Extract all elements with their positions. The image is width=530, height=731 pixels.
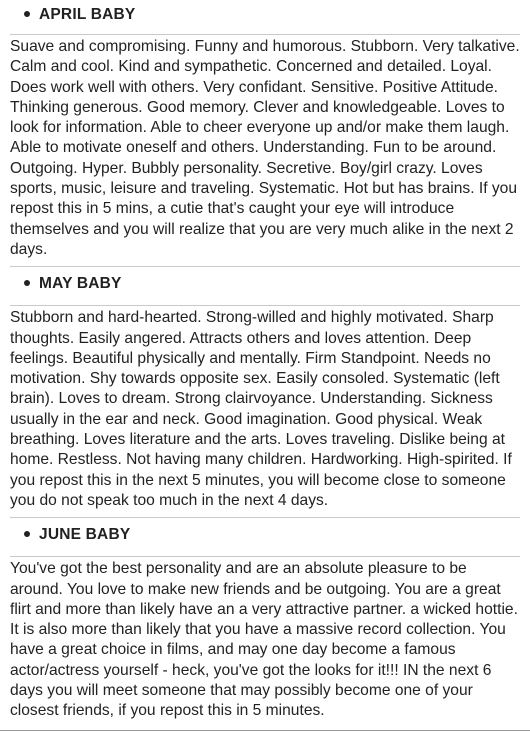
section-heading (24, 518, 520, 552)
section-body-text: Stubborn and hard-hearted. Strong-willed and highly motivated. Sharp thoughts. Easily angered. Attracts others and loves attention. Deep feelings. Beautiful physically and mentally. Firm Standpoint. Needs no motivation. Shy towards opposite sex. Easily consoled. Systematic (left brain). Loves to dream. Strong clairvoyance. Understanding. Sickness usually in the ear and neck. Good imagination. Good physical. Weak breathing. Loves literature and the arts. Loves traveling. Dislike being at home. Restless. Not having many children. Hardworking. High-spirited. If you repost this in the next 5 minutes, you will become close to someone you do not speak too much in the next 4 days. (10, 309, 512, 509)
section-body-text: Suave and compromising. Funny and humorous. Stubborn. Very talkative. Calm and cool. Kind and sympathetic. Concerned and detailed. Loyal. Does work well with others. Very confidant. Sensitive. Positive Attitude. Thinking generous. Good memory. Clever and knowledgeable. Loves to look for information. Able to cheer everyone up and/or make them laugh. Able to motivate oneself and others. Understanding. Fun to be around. Outgoing. Hyper. Bubbly personality. Secretive. Boy/girl crazy. Loves sports, music, leisure and traveling. Systematic. Hot but has brains. If you repost this in 5 mins, a cutie that's caught your eye will introduce themselves and you will realize that you are very much alike in the next 2 days. (10, 38, 520, 258)
section-april-baby (10, 0, 520, 262)
section-heading-text: JUNE BABY (39, 526, 131, 544)
section-may-baby (10, 266, 520, 513)
section-body-text: You've got the best personality and are an absolute pleasure to be around. You love to make new friends and be outgoing. You are a great flirt and more than likely have an a very attractive partner. a wicked hottie. It is also more than likely that you have a massive record collection. You have a great choice in films, and may one day become a famous actor/actress yourself - heck, you've got the looks for it!!! IN the next 6 days you will meet someone that may possibly become one of your closest friends, if you repost this in 5 minutes. (10, 560, 518, 720)
bullet-icon (24, 531, 30, 537)
section-heading (24, 267, 520, 301)
bullet-icon (24, 280, 30, 286)
section-june-baby (10, 517, 520, 723)
section-heading (24, 0, 520, 30)
section-heading-text: MAY BABY (39, 275, 122, 293)
section-heading-text: APRIL BABY (39, 6, 136, 23)
bullet-icon (24, 11, 30, 17)
